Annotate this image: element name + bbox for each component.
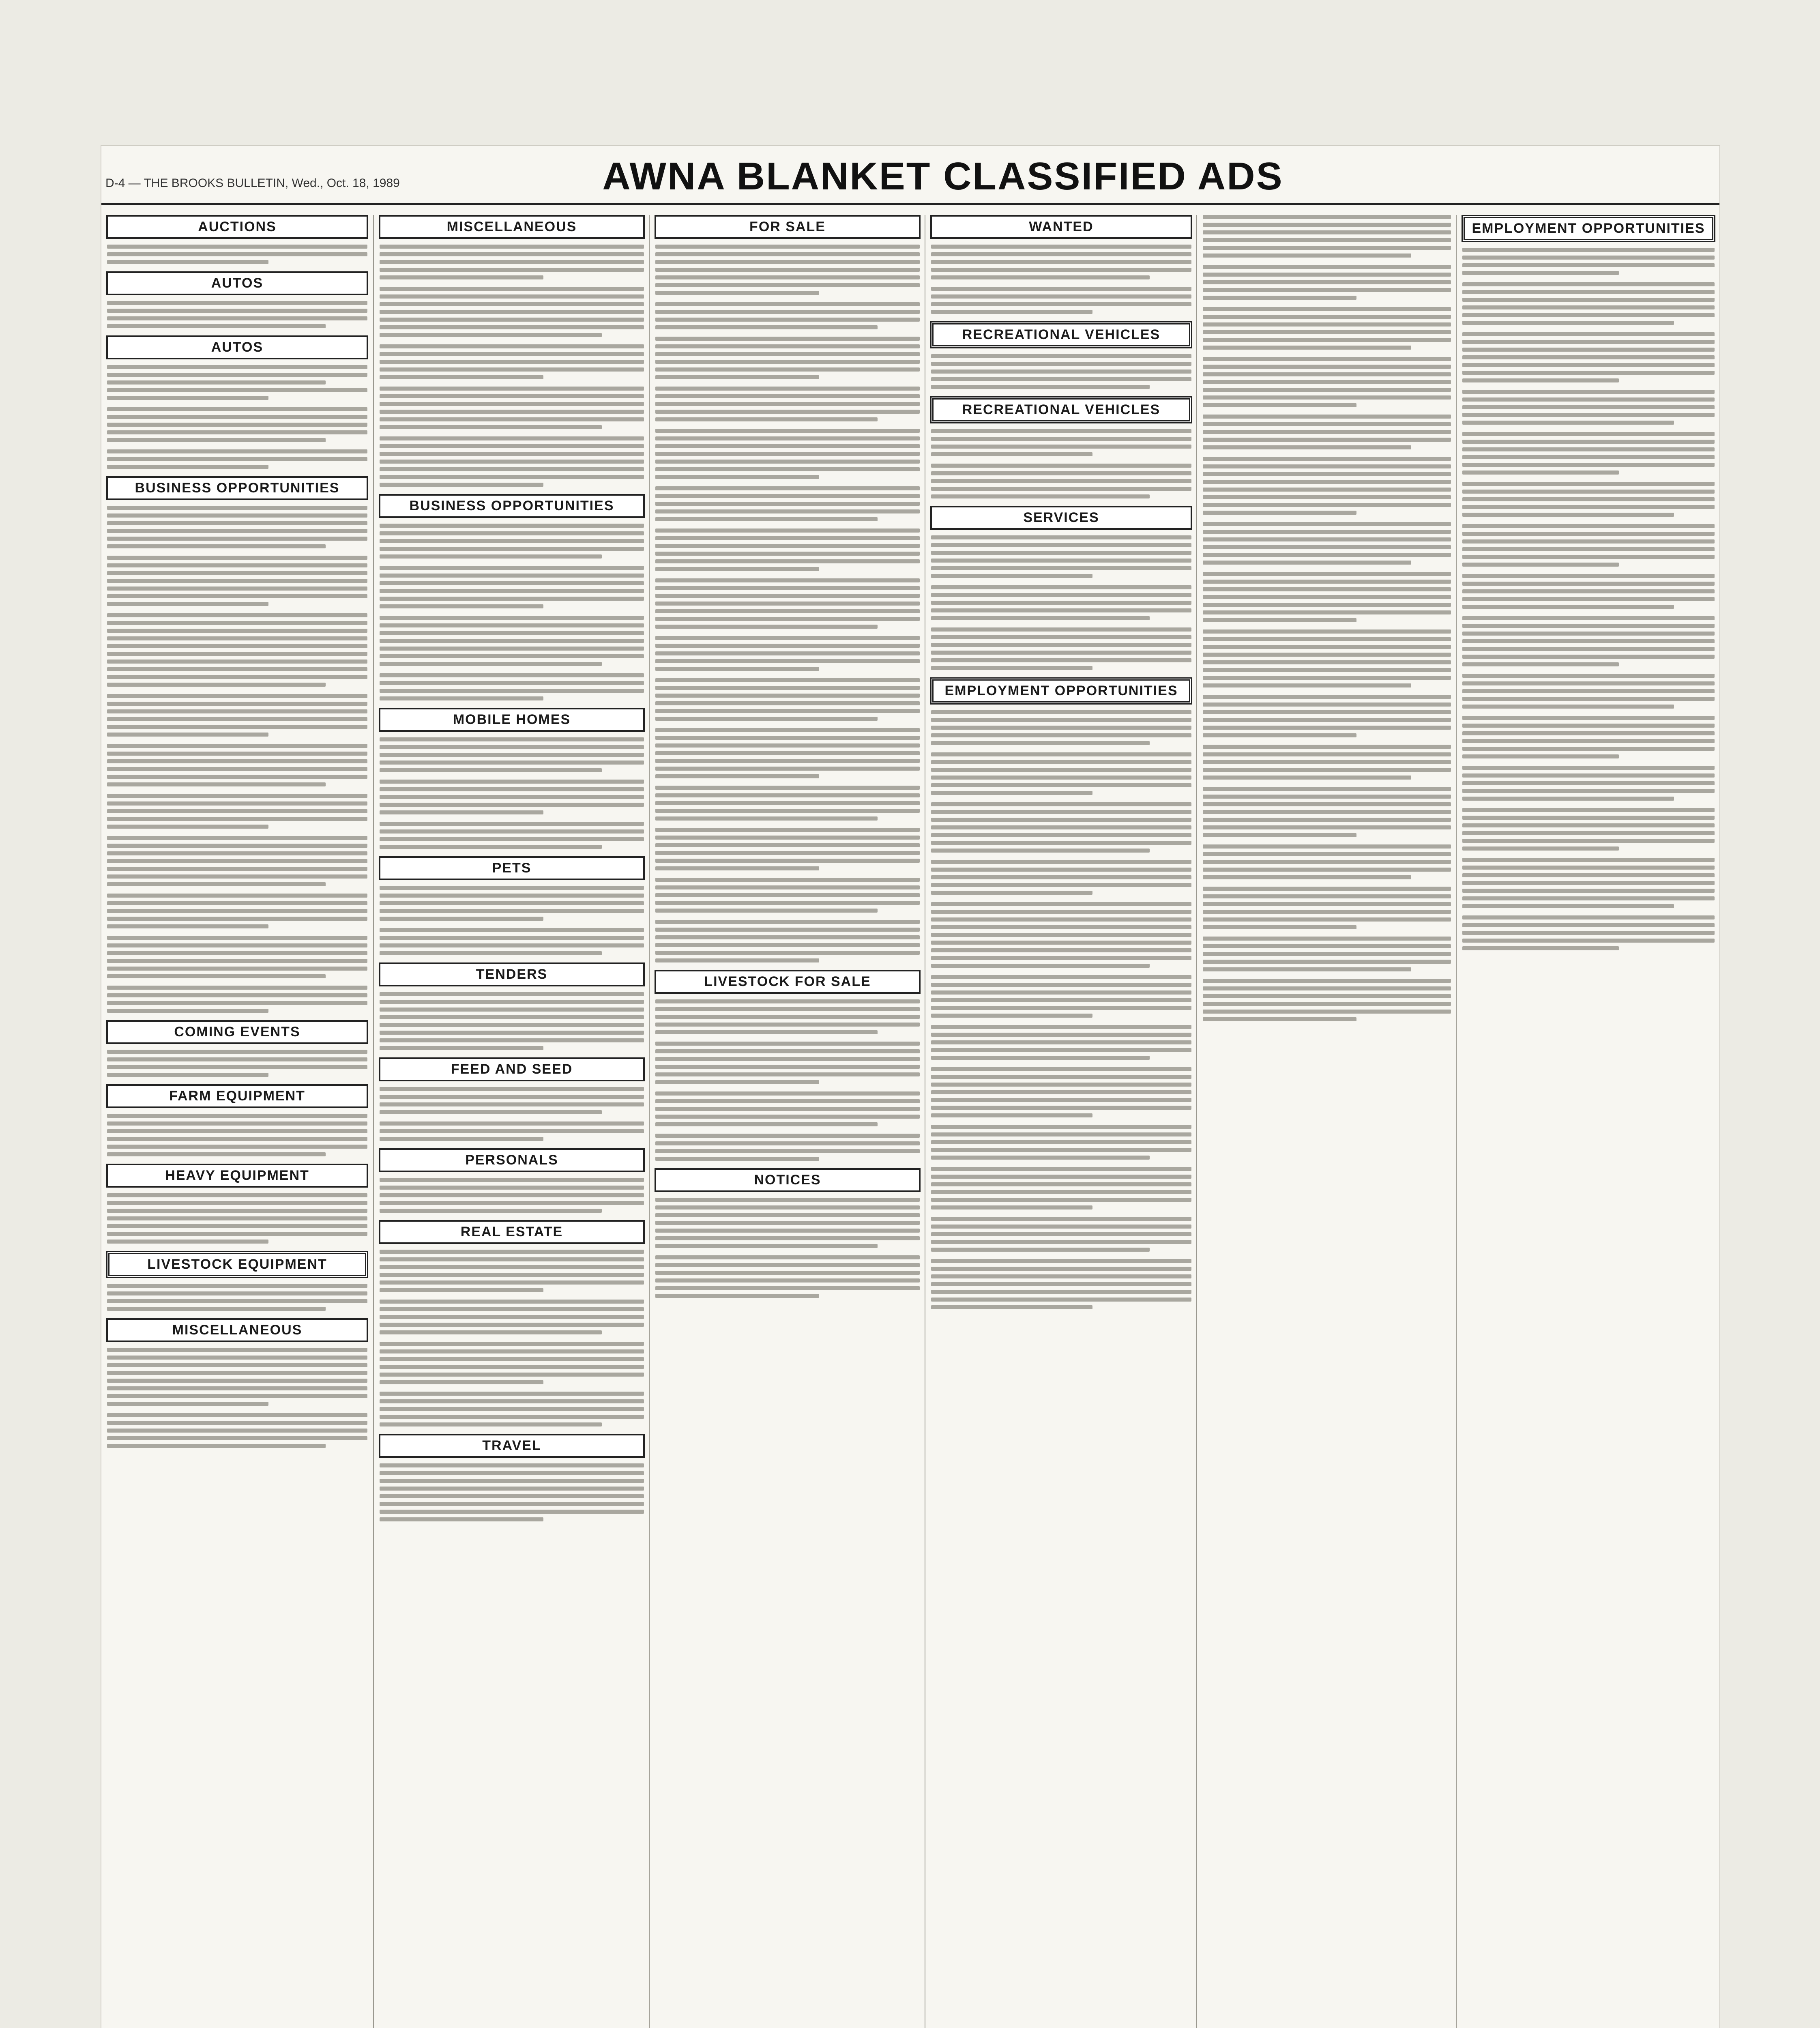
classified-ad [380,1121,644,1141]
classified-ad [107,245,367,264]
classified-ad [107,744,367,786]
category-heading: PERSONALS [379,1148,645,1172]
classified-ad [1203,787,1451,837]
classified-ad [655,999,920,1034]
column-4 [925,215,1197,2028]
column-5 [1196,215,1457,2028]
classified-ad [655,786,920,821]
classified-ad [107,301,367,328]
classified-ad [1203,457,1451,515]
classified-ad [931,1167,1191,1209]
classified-ad [931,287,1191,314]
classified-ad [931,902,1191,968]
classified-ad [1203,937,1451,971]
classified-ad [1462,432,1715,475]
classified-ad [931,535,1191,578]
category-heading: COMING EVENTS [106,1020,368,1044]
classified-ad [655,828,920,870]
classified-ad [931,429,1191,456]
classified-ad [655,1042,920,1084]
section-title: AWNA BLANKET CLASSIFIED ADS [602,155,1283,198]
classified-ad [107,894,367,928]
classified-ad [380,387,644,429]
newspaper-page [101,146,1719,2028]
category-heading: EMPLOYMENT OPPORTUNITIES [1462,215,1715,242]
classified-ad [655,528,920,571]
classified-ad [380,287,644,337]
category-heading: REAL ESTATE [379,1220,645,1244]
classified-ad [107,506,367,548]
category-heading: TRAVEL [379,1434,645,1458]
classified-ad [931,1125,1191,1160]
classified-ad [655,1255,920,1298]
classified-ad [107,556,367,606]
classified-ad [931,710,1191,745]
classified-ad [380,344,644,379]
category-heading: BUSINESS OPPORTUNITIES [106,476,368,500]
classified-ad [380,1342,644,1384]
classified-ad [1203,745,1451,780]
classified-ad [380,1392,644,1426]
column-3 [649,215,925,2028]
category-heading: RECREATIONAL VEHICLES [930,396,1192,423]
classified-ad [655,387,920,421]
category-heading: LIVESTOCK EQUIPMENT [106,1251,368,1278]
classified-ad [380,1463,644,1521]
classified-ad [1462,248,1715,275]
classified-ad [1203,307,1451,350]
classified-ad [107,794,367,829]
classified-ad [1462,716,1715,758]
category-heading: FARM EQUIPMENT [106,1084,368,1108]
classified-ad [1203,844,1451,879]
classified-ad [107,1413,367,1448]
category-heading: EMPLOYMENT OPPORTUNITIES [930,677,1192,705]
classified-ad [1462,574,1715,609]
classified-ad [380,780,644,814]
classified-ad [380,1250,644,1292]
classified-ad [1203,265,1451,300]
classified-ad [107,1193,367,1244]
classified-ad [380,1087,644,1114]
category-heading: FEED AND SEED [379,1057,645,1081]
category-heading: MISCELLANEOUS [106,1318,368,1342]
classified-ad [107,365,367,400]
classified-ad [1462,616,1715,666]
classified-ad [655,578,920,629]
classified-ad [1203,215,1451,258]
classified-ad [655,245,920,295]
classified-columns [101,215,1719,2028]
classified-ad [1203,415,1451,449]
classified-ad [380,616,644,666]
classified-ad [107,836,367,886]
classified-ad [380,886,644,921]
category-heading: AUCTIONS [106,215,368,239]
classified-ad [931,1217,1191,1252]
classified-ad [931,1067,1191,1117]
classified-ad [380,245,644,279]
classified-ad [655,1134,920,1161]
classified-ad [655,486,920,521]
classified-ad [1462,482,1715,517]
classified-ad [380,566,644,608]
classified-ad [1203,572,1451,622]
classified-ad [1462,858,1715,908]
classified-ad [655,636,920,671]
classified-ad [655,678,920,721]
column-2 [373,215,650,2028]
classified-ad [380,992,644,1050]
classified-ad [107,1114,367,1156]
classified-ad [1462,524,1715,567]
page-folio: D-4 — THE BROOKS BULLETIN, Wed., Oct. 18, 1989 [105,176,400,190]
classified-ad [380,524,644,559]
classified-ad [1462,390,1715,425]
classified-ad [655,1091,920,1126]
category-heading: LIVESTOCK FOR SALE [655,970,921,994]
classified-ad [931,975,1191,1018]
classified-ad [107,407,367,442]
classified-ad [1203,979,1451,1021]
category-heading: AUTOS [106,335,368,359]
category-heading: PETS [379,856,645,880]
classified-ad [655,429,920,479]
classified-ad [107,1284,367,1311]
category-heading: MOBILE HOMES [379,708,645,732]
classified-ad [380,436,644,487]
classified-ad [107,613,367,687]
classified-ad [107,986,367,1013]
classified-ad [931,585,1191,620]
category-heading: NOTICES [655,1168,921,1192]
classified-ad [931,354,1191,389]
classified-ad [1462,282,1715,325]
category-heading: WANTED [930,215,1192,239]
category-heading: MISCELLANEOUS [379,215,645,239]
classified-ad [380,1300,644,1334]
classified-ad [931,464,1191,498]
classified-ad [380,737,644,772]
column-6 [1456,215,1720,2028]
classified-ad [1203,629,1451,687]
classified-ad [931,752,1191,795]
classified-ad [1462,674,1715,709]
classified-ad [107,1050,367,1077]
classified-ad [1462,808,1715,851]
classified-ad [1462,766,1715,801]
classified-ad [655,878,920,913]
page-header [101,146,1719,205]
category-heading: HEAVY EQUIPMENT [106,1164,368,1188]
classified-ad [107,936,367,978]
classified-ad [931,627,1191,670]
category-heading: BUSINESS OPPORTUNITIES [379,494,645,518]
classified-ad [655,337,920,379]
category-heading: RECREATIONAL VEHICLES [930,321,1192,348]
classified-ad [1462,915,1715,950]
category-heading: TENDERS [379,962,645,986]
category-heading: AUTOS [106,271,368,295]
classified-ad [107,694,367,737]
classified-ad [655,728,920,778]
classified-ad [931,860,1191,895]
classified-ad [1462,332,1715,382]
classified-ad [1203,887,1451,929]
classified-ad [380,928,644,955]
classified-ad [655,1198,920,1248]
classified-ad [1203,357,1451,407]
classified-ad [107,1348,367,1406]
classified-ad [380,822,644,849]
classified-ad [655,920,920,962]
classified-ad [380,673,644,700]
column-1 [101,215,373,2028]
classified-ad [1203,522,1451,565]
category-heading: FOR SALE [655,215,921,239]
classified-ad [1203,695,1451,737]
classified-ad [931,245,1191,279]
classified-ad [931,1025,1191,1060]
category-heading: SERVICES [930,506,1192,530]
classified-ad [931,1259,1191,1309]
classified-ad [931,802,1191,853]
classified-ad [107,449,367,469]
classified-ad [655,302,920,329]
classified-ad [380,1178,644,1213]
